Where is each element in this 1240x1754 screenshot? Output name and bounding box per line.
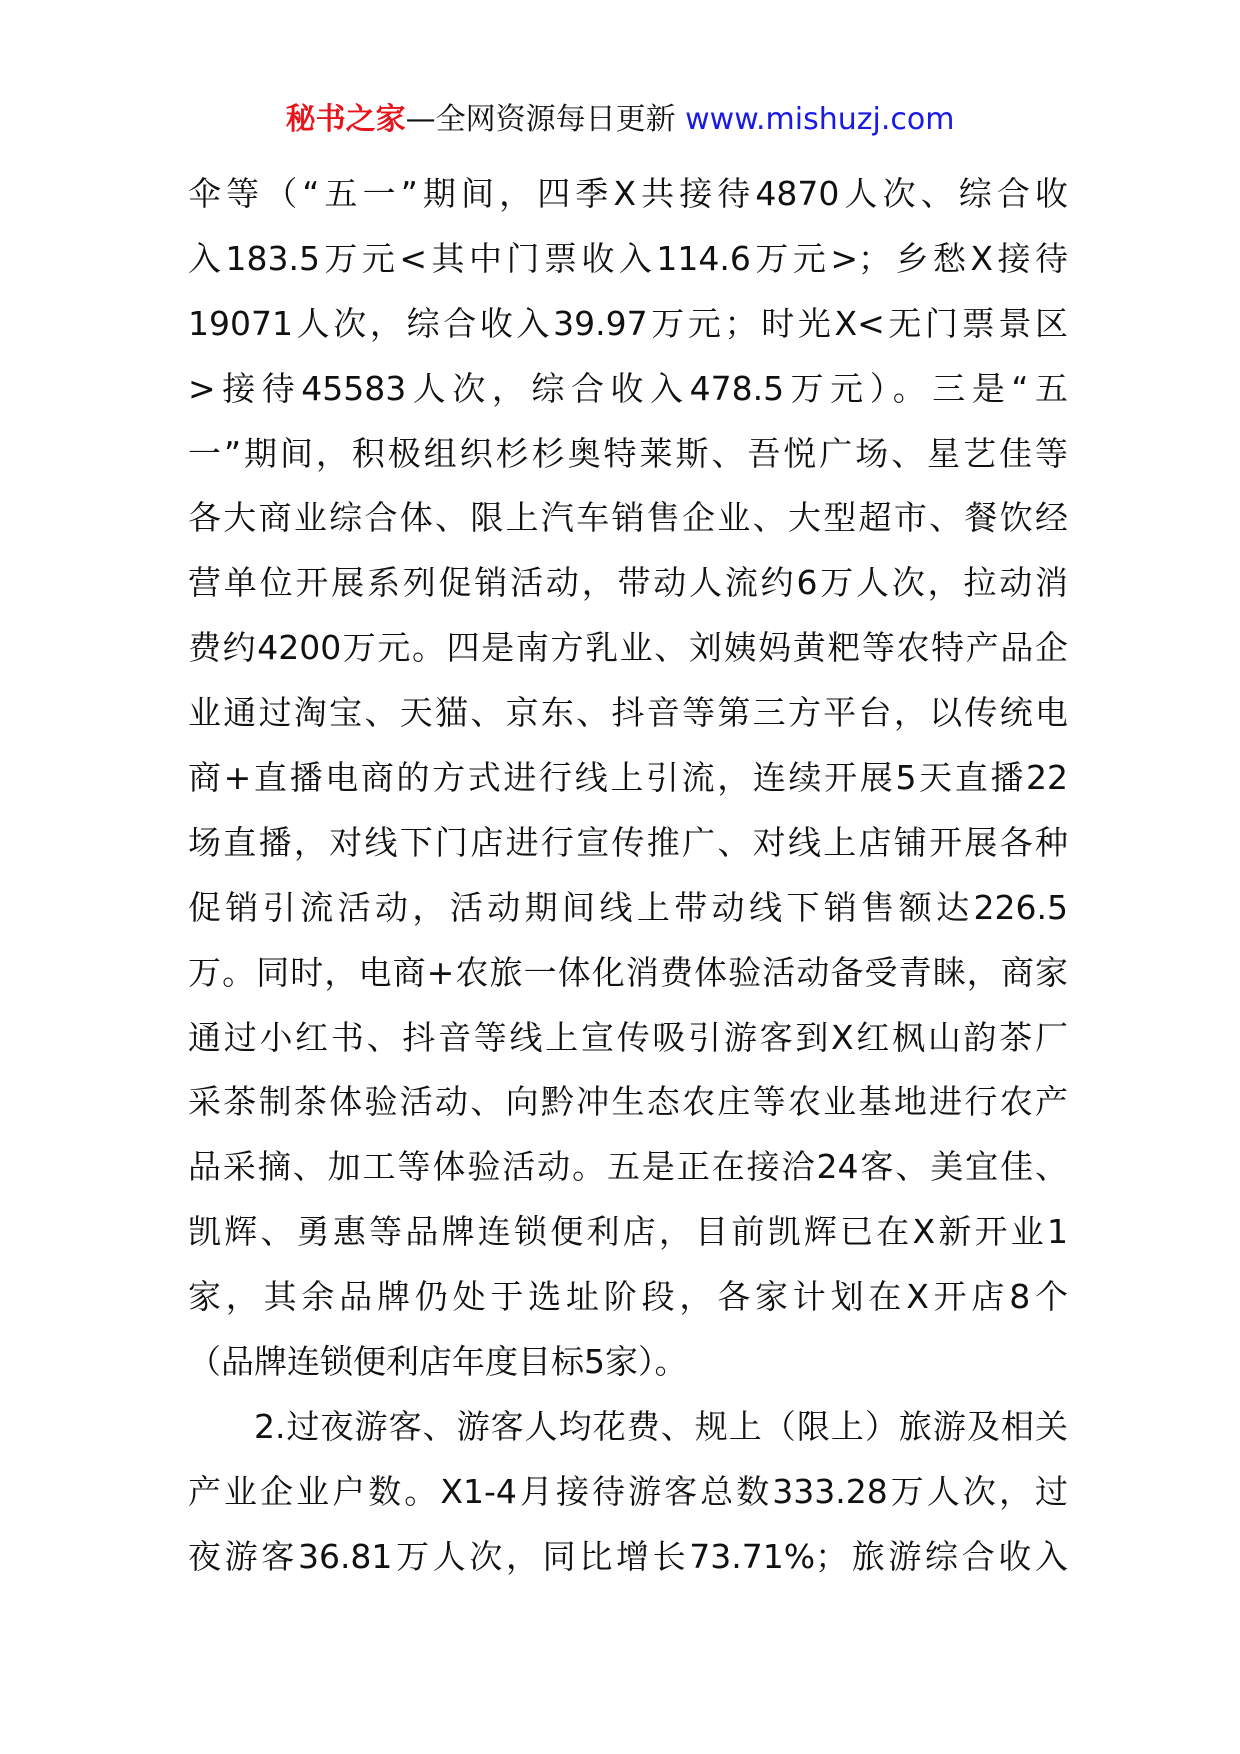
text-line: 伞等（“五一”期间，四季X共接待4870人次、综合收 [188, 174, 1068, 213]
text-line: 19071人次，综合收入39.97万元；时光X<无门票景区 [188, 303, 1068, 343]
site-url-link[interactable]: www.mishuzj.com [685, 102, 955, 137]
text-line: 产业企业户数。X1-4月接待游客总数333.28万人次，过 [188, 1471, 1068, 1511]
text-line: 一”期间，积极组织杉杉奥特莱斯、吾悦广场、星艺佳等 [188, 433, 1068, 473]
paragraph-first-line: 2.过夜游客、游客人均花费、规上（限上）旅游及相关 [254, 1406, 1068, 1446]
text-line: 凯辉、勇惠等品牌连锁便利店，目前凯辉已在X新开业1 [188, 1212, 1068, 1252]
text-line: 场直播，对线下门店进行宣传推广、对线上店铺开展各种 [188, 822, 1068, 862]
text-line: 各大商业综合体、限上汽车销售企业、大型超市、餐饮经 [188, 498, 1068, 538]
paragraph-last-line: （品牌连锁便利店年度目标5家）。 [188, 1342, 688, 1382]
text-line: 商+直播电商的方式进行线上引流，连续开展5天直播22 [188, 758, 1068, 798]
header-slogan: 全网资源每日更新 [435, 102, 676, 137]
site-header [0, 100, 1240, 140]
text-line: 采茶制茶体验活动、向黔冲生态农庄等农业基地进行农产 [188, 1082, 1068, 1122]
text-line: 业通过淘宝、天猫、京东、抖音等第三方平台，以传统电 [188, 693, 1068, 733]
text-line: 万。同时，电商+农旅一体化消费体验活动备受青睐，商家 [188, 952, 1068, 992]
document-body [188, 162, 1068, 1590]
text-line: 费约4200万元。四是南方乳业、刘姨妈黄粑等农特产品企 [188, 628, 1068, 668]
brand-name: 秘书之家 [285, 102, 406, 137]
text-line: >接待45583人次，综合收入478.5万元）。三是“五 [188, 368, 1068, 408]
text-line: 夜游客36.81万人次，同比增长73.71%；旅游综合收入 [188, 1536, 1068, 1576]
text-line: 通过小红书、抖音等线上宣传吸引游客到X红枫山韵茶厂 [188, 1017, 1068, 1057]
text-line: 营单位开展系列促销活动，带动人流约6万人次，拉动消 [188, 563, 1068, 603]
text-line: 促销引流活动，活动期间线上带动线下销售额达226.5 [188, 887, 1068, 927]
header-separator: — [405, 102, 436, 137]
text-line: 家，其余品牌仍处于选址阶段，各家计划在X开店8个 [188, 1277, 1068, 1317]
text-line: 入183.5万元<其中门票收入114.6万元>；乡愁X接待 [188, 238, 1068, 278]
text-line: 品采摘、加工等体验活动。五是正在接洽24客、美宜佳、 [188, 1147, 1068, 1187]
